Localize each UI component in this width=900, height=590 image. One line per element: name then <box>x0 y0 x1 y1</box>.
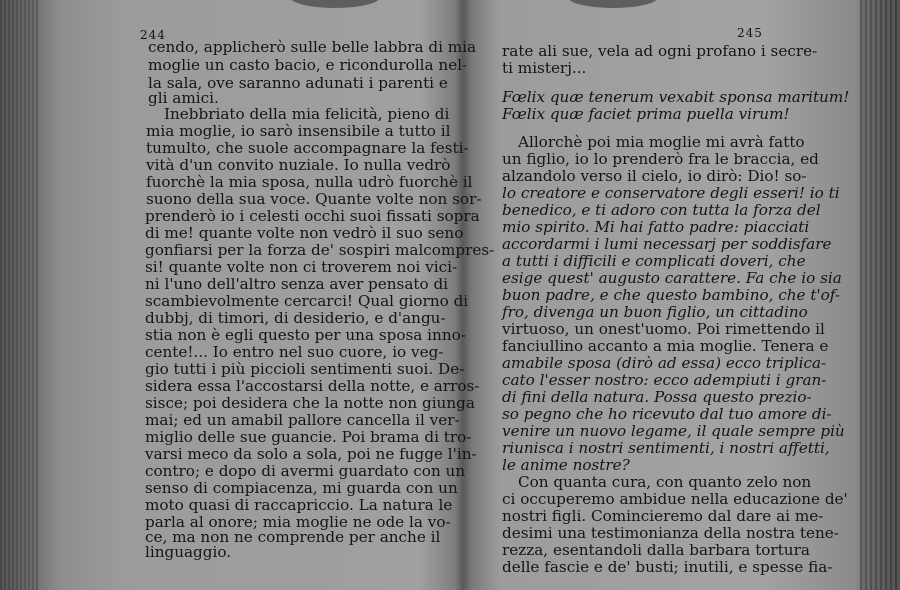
text-line: cendo, applicherò sulle belle labbra di mia <box>148 38 477 56</box>
page-number: 244 <box>140 28 166 42</box>
text-line: la sala, ove saranno adunati i parenti e <box>148 74 448 92</box>
text-line: miglio delle sue guancie. Poi brama di tro- <box>145 428 472 446</box>
page-number: 245 <box>737 26 763 40</box>
latin-verse: Fœlix quæ faciet prima puella virum! <box>502 105 790 123</box>
text-line: un figlio, io lo prenderò fra le braccia, ed <box>502 150 819 168</box>
text-line: gonfiarsi per la forza de' sospiri malcompres- <box>145 241 495 259</box>
text-line: fanciullino accanto a mia moglie. Tenera e <box>502 337 829 355</box>
right-page <box>460 0 900 590</box>
text-line: ce, ma non ne comprende per anche il <box>145 528 441 546</box>
text-line: lo creatore e conservatore degli esseri! io ti <box>502 184 840 202</box>
text-line: riunisca i nostri sentimenti, i nostri affetti, <box>502 439 830 457</box>
text-line: di me! quante volte non vedrò il suo seno <box>145 224 464 242</box>
text-line: gli amici. <box>148 89 219 107</box>
text-line: gio tutti i più piccioli sentimenti suoi. De- <box>145 360 465 378</box>
text-line: fuorchè la mia sposa, nulla udrò fuorchè il <box>146 173 473 191</box>
text-line: ni l'uno dell'altro senza aver pensato di <box>145 275 449 293</box>
text-line: Con quanta cura, con quanto zelo non <box>518 473 812 491</box>
text-line: prenderò io i celesti occhi suoi fissati sopra <box>145 207 480 225</box>
text-line: scambievolmente cercarci! Qual giorno di <box>145 292 469 310</box>
text-line: varsi meco da solo a sola, poi ne fugge l'in- <box>145 445 477 463</box>
text-line: so pegno che ho ricevuto dal tuo amore di- <box>502 405 832 423</box>
text-line: parla al onore; mia moglie ne ode la vo- <box>145 513 451 531</box>
text-line: stia non è egli questo per una sposa inno- <box>145 326 466 344</box>
text-line: a tutti i difficili e complicati doveri, che <box>502 252 806 270</box>
text-line: venire un nuovo legame, il quale sempre più <box>502 422 845 440</box>
text-line: cato l'esser nostro: ecco adempiuti i gran- <box>502 371 827 389</box>
text-line: delle fascie e de' busti; inutili, e spesse fia- <box>502 558 833 576</box>
text-line: desimi una testimonianza della nostra tene- <box>502 524 839 542</box>
text-line: sisce; poi desidera che la notte non giunga <box>145 394 475 412</box>
text-line: mai; ed un amabil pallore cancella il ver- <box>145 411 460 429</box>
text-line: Inebbriato della mia felicità, pieno di <box>164 105 450 123</box>
text-line: cente!... Io entro nel suo cuore, io veg- <box>145 343 444 361</box>
text-line: moto quasi di raccapriccio. La natura le <box>145 496 453 514</box>
text-line: fro, divenga un buon figlio, un cittadino <box>502 303 808 321</box>
text-line: mio spirito. Mi hai fatto padre: piacciati <box>502 218 810 236</box>
text-line: suono della sua voce. Quante volte non sor- <box>146 190 482 208</box>
text-line: alzandolo verso il cielo, io dirò: Dio! so- <box>502 167 807 185</box>
text-line: rate ali sue, vela ad ogni profano i secre- <box>502 42 818 60</box>
text-line: ti misterj... <box>502 59 587 77</box>
text-line: benedico, e ti adoro con tutta la forza del <box>502 201 821 219</box>
text-line: contro; e dopo di avermi guardato con un <box>145 462 466 480</box>
latin-verse: Fœlix quæ tenerum vexabit sponsa maritum! <box>502 88 850 106</box>
text-line: di fini della natura. Possa questo prezio- <box>502 388 812 406</box>
text-line: ci occuperemo ambidue nella educazione de' <box>502 490 848 508</box>
text-line: sidera essa l'accostarsi della notte, e arros- <box>145 377 480 395</box>
text-line: moglie un casto bacio, e ricondurolla nel- <box>148 56 468 74</box>
text-line: nostri figli. Comincieremo dal dare ai me- <box>502 507 824 525</box>
text-line: Allorchè poi mia moglie mi avrà fatto <box>518 133 805 151</box>
text-line: mia moglie, io sarò insensibile a tutto il <box>146 122 451 140</box>
text-line: le anime nostre? <box>502 456 630 474</box>
text-line: rezza, esentandoli dalla barbara tortura <box>502 541 810 559</box>
text-line: tumulto, che suole accompagnare la festi- <box>146 139 469 157</box>
text-line: virtuoso, un onest'uomo. Poi rimettendo il <box>502 320 825 338</box>
text-line: vità d'un convito nuziale. Io nulla vedrò <box>146 156 451 174</box>
text-line: esige quest' augusto carattere. Fa che io sia <box>502 269 842 287</box>
text-line: amabile sposa (dirò ad essa) ecco triplica- <box>502 354 827 372</box>
text-line: dubbj, di timori, di desiderio, e d'angu- <box>145 309 446 327</box>
text-line: si! quante volte non ci troverem noi vici- <box>145 258 458 276</box>
text-line: linguaggio. <box>145 543 232 561</box>
text-line: buon padre, e che questo bambino, che t'of- <box>502 286 841 304</box>
text-line: senso di compiacenza, mi guarda con un <box>145 479 458 497</box>
text-line: accordarmi i lumi necessarj per soddisfare <box>502 235 832 253</box>
